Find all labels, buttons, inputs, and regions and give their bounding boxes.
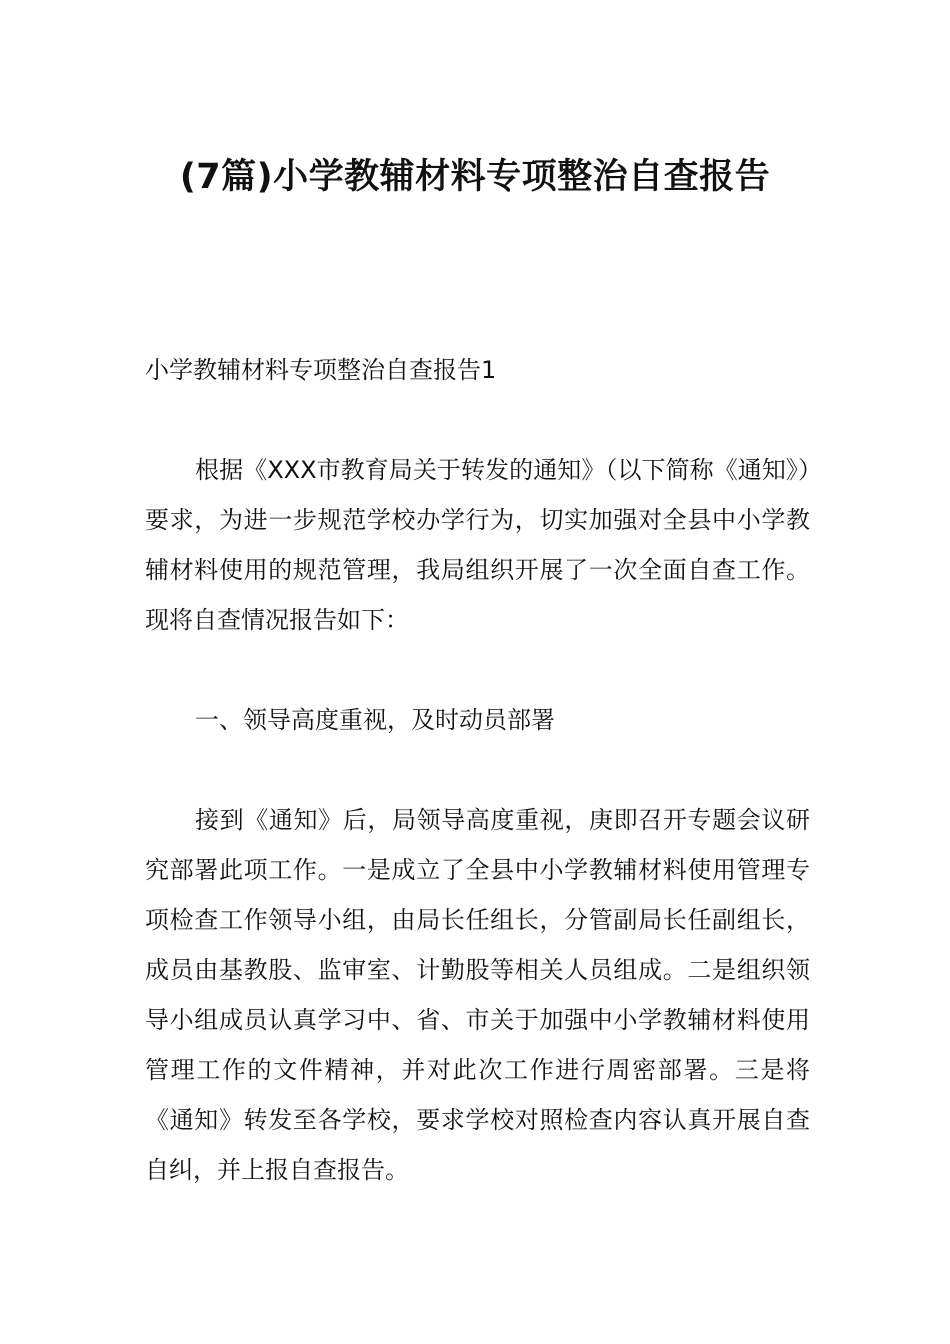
paragraph-gap [145, 395, 810, 445]
paragraph-gap [145, 645, 810, 695]
section-heading: 一、领导高度重视，及时动员部署 [195, 706, 555, 734]
section-body-paragraph: 接到《通知》后，局领导高度重视，庚即召开专题会议研究部署此项工作。一是成立了全县中小学教辅材料使用管理专项检查工作领导小组，由局长任组长，分管副局长任副组长，成员由基教股、监审室、计勤股等相关人员组成。二是组织领导小组成员认真学习中、省、市关于加强中小学教辅材料使用管理工作的文件精神，并对此次工作进行周密部署。三是将《通知》转发至各学校，要求学校对照检查内容认真开展自查自纠，并上报自查报告。 [145, 806, 810, 1184]
intro-paragraph: 根据《XXX市教育局关于转发的通知》（以下简称《通知》）要求，为进一步规范学校办学行为，切实加强对全县中小学教辅材料使用的规范管理，我局组织开展了一次全面自查工作。现将自查情况报告如下： [145, 456, 810, 634]
document-body [145, 345, 810, 1195]
document-title: (7篇)小学教辅材料专项整治自查报告 [179, 157, 771, 197]
report-subtitle: 小学教辅材料专项整治自查报告1 [145, 356, 497, 384]
paragraph-gap [145, 745, 810, 795]
